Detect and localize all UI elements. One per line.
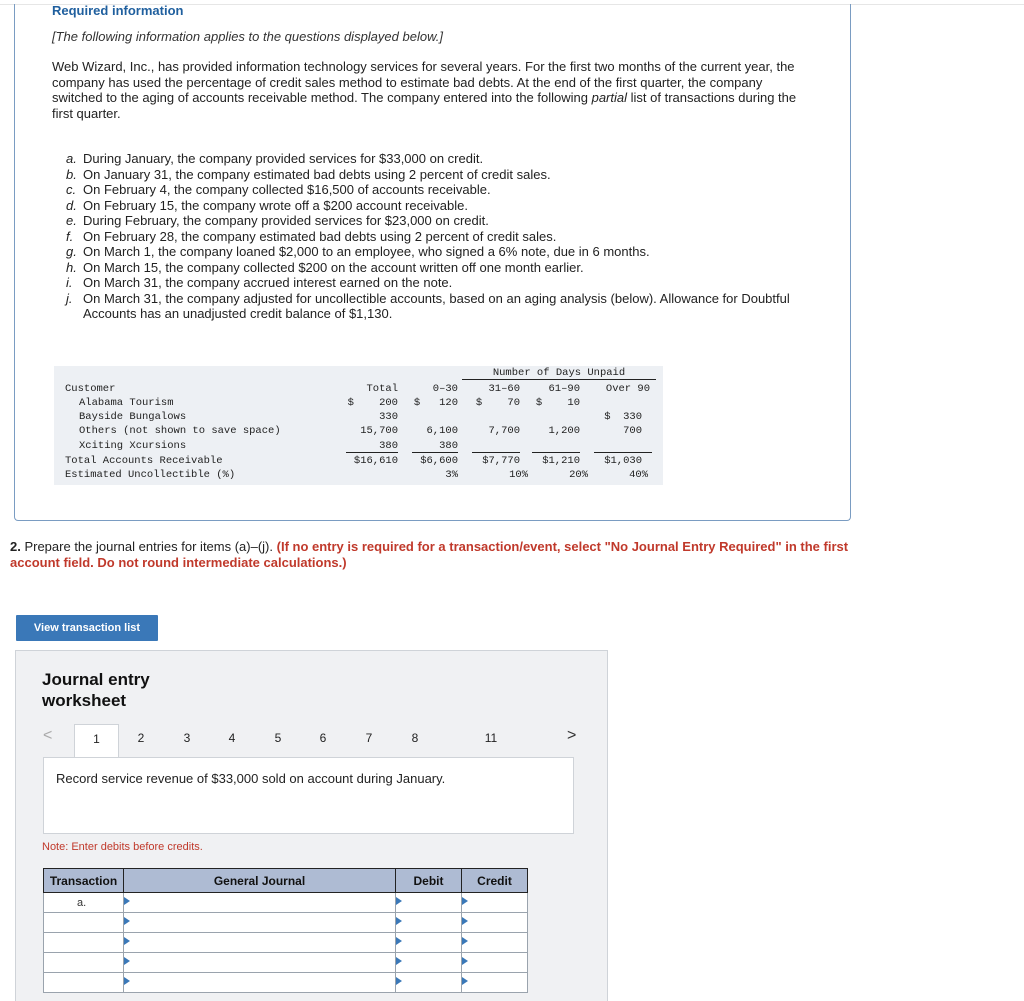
credit-input[interactable]	[462, 913, 528, 933]
intro-paragraph	[52, 59, 812, 121]
list-item: e. During February, the company provided services for $23,000 on credit.	[66, 213, 489, 228]
transaction-cell	[44, 933, 124, 953]
dropdown-icon	[124, 957, 130, 965]
worksheet-title: Journal entry worksheet	[42, 670, 150, 710]
dropdown-icon	[462, 897, 468, 905]
row-label: Alabama Tourism	[79, 397, 174, 409]
page-tab-8[interactable]: 8	[411, 731, 419, 745]
list-item: h. On March 15, the company collected $200 on the account written off one month earlier.	[66, 259, 584, 275]
page-tab-11[interactable]: 11	[484, 731, 498, 745]
table-row	[44, 893, 528, 913]
credit-input[interactable]	[462, 933, 528, 953]
page-tab-4[interactable]: 4	[228, 731, 236, 745]
col-general-journal: General Journal	[124, 869, 396, 893]
intro-end: list of transactions during the first quarter.	[52, 90, 797, 121]
page-tab-1[interactable]: 1	[74, 724, 119, 758]
page-tab-3[interactable]: 3	[183, 731, 191, 745]
transaction-list	[66, 151, 806, 322]
credit-input[interactable]	[462, 953, 528, 973]
dropdown-icon	[124, 917, 130, 925]
list-item: c. On February 4, the company collected $16,500 of accounts receivable.	[66, 182, 491, 197]
debits-note: Note: Enter debits before credits.	[42, 841, 203, 853]
page-tab-5[interactable]: 5	[274, 731, 282, 745]
dropdown-icon	[396, 897, 402, 905]
row-label: Others (not shown to save space)	[79, 425, 281, 437]
page-tab-6[interactable]: 6	[319, 731, 327, 745]
table-row	[44, 973, 528, 993]
list-item: b. On January 31, the company estimated bad debts using 2 percent of credit sales.	[66, 166, 551, 182]
transaction-cell	[44, 973, 124, 993]
question-2: 2. Prepare the journal entries for items (a)–(j). (If no entry is required for a transaction/event, select "No Journal Entry Required" in the first account field. Do not round intermediate calculations.)	[10, 539, 849, 570]
debit-input[interactable]	[396, 893, 462, 913]
dropdown-icon	[396, 977, 402, 985]
total-label: Total Accounts Receivable	[65, 455, 223, 467]
debit-input[interactable]	[396, 973, 462, 993]
aging-table: Number of Days Unpaid Customer Total 0–30 31–60 61–90 Over 90 Alabama Tourism $ 200 $ 120 $ 70 $ 10 Bayside Bungalows 330 $ 330 Others (not shown to save space) 15,700 6,100 7,700 1,200 700 Xciting Xcursions 380 380 Total Accounts Receivable $16,610 $6,600 $7,770 $1,210 $1,030 Estimated Uncollectible (%) 3% 10% 20% 40%	[54, 366, 663, 485]
transaction-cell	[44, 913, 124, 933]
col-over-90: Over 90	[605, 383, 650, 395]
list-item: g. On March 1, the company loaned $2,000 to an employee, who signed a 6% note, due in 6 months.	[66, 244, 650, 259]
list-item: d. On February 15, the company wrote off a $200 account receivable.	[66, 197, 468, 213]
debit-input[interactable]	[396, 913, 462, 933]
prev-page-icon[interactable]: <	[43, 727, 53, 744]
account-select[interactable]	[124, 973, 396, 993]
table-row	[44, 933, 528, 953]
table-row	[44, 953, 528, 973]
account-select[interactable]	[124, 933, 396, 953]
group-header: Number of Days Unpaid	[462, 367, 656, 380]
list-item: f. On February 28, the company estimated bad debts using 2 percent of credit sales.	[66, 228, 557, 244]
dropdown-icon	[124, 977, 130, 985]
view-transaction-list-button[interactable]: View transaction list	[16, 615, 158, 641]
col-61-90: 61–90	[548, 383, 580, 395]
credit-input[interactable]	[462, 973, 528, 993]
intro-italic: partial	[591, 90, 628, 105]
intro-main: Web Wizard, Inc., has provided information technology services for several years. For the first two months of the current year, the company has used the percentage of credit sales method to estimate bad debts. At the end of the first quarter, the company switched to the aging of accounts receivable method. The company entered into the following	[52, 59, 795, 105]
list-item: i. On March 31, the company accrued interest earned on the note.	[66, 275, 453, 290]
col-31-60: 31–60	[488, 383, 520, 395]
pct-label: Estimated Uncollectible (%)	[65, 469, 236, 481]
debit-input[interactable]	[396, 953, 462, 973]
dropdown-icon	[462, 957, 468, 965]
col-0-30: 0–30	[432, 383, 458, 395]
dropdown-icon	[124, 897, 130, 905]
row-label: Xciting Xcursions	[79, 440, 187, 452]
col-credit: Credit	[462, 869, 528, 893]
journal-entry-worksheet	[15, 650, 608, 1001]
col-customer: Customer	[65, 383, 116, 395]
entry-description-box	[43, 757, 574, 834]
row-label: Bayside Bungalows	[79, 411, 187, 423]
journal-table	[43, 868, 528, 993]
transaction-cell	[44, 953, 124, 973]
next-page-icon[interactable]: >	[567, 727, 577, 744]
page-tab-2[interactable]: 2	[137, 731, 145, 745]
account-select[interactable]	[124, 953, 396, 973]
applies-note: [The following information applies to the questions displayed below.]	[52, 29, 443, 44]
table-row	[44, 913, 528, 933]
col-total: Total	[366, 383, 398, 395]
dropdown-icon	[462, 937, 468, 945]
dropdown-icon	[396, 917, 402, 925]
credit-input[interactable]	[462, 893, 528, 913]
list-item: a. During January, the company provided services for $33,000 on credit.	[66, 151, 484, 166]
col-transaction: Transaction	[44, 869, 124, 893]
dropdown-icon	[396, 937, 402, 945]
page-tab-7[interactable]: 7	[365, 731, 373, 745]
entry-description: Record service revenue of $33,000 sold on account during January.	[56, 771, 446, 786]
list-item: j. On March 31, the company adjusted for uncollectible accounts, based on an aging analysis (below). Allowance for Doubtful Accounts has an unadjusted credit balance of $1,130.	[66, 290, 790, 321]
dropdown-icon	[396, 957, 402, 965]
account-select[interactable]	[124, 893, 396, 913]
col-debit: Debit	[396, 869, 462, 893]
account-select[interactable]	[124, 913, 396, 933]
debit-input[interactable]	[396, 933, 462, 953]
dropdown-icon	[124, 937, 130, 945]
dropdown-icon	[462, 917, 468, 925]
dropdown-icon	[462, 977, 468, 985]
required-info-title: Required information	[52, 3, 184, 18]
transaction-cell: a.	[44, 893, 124, 913]
